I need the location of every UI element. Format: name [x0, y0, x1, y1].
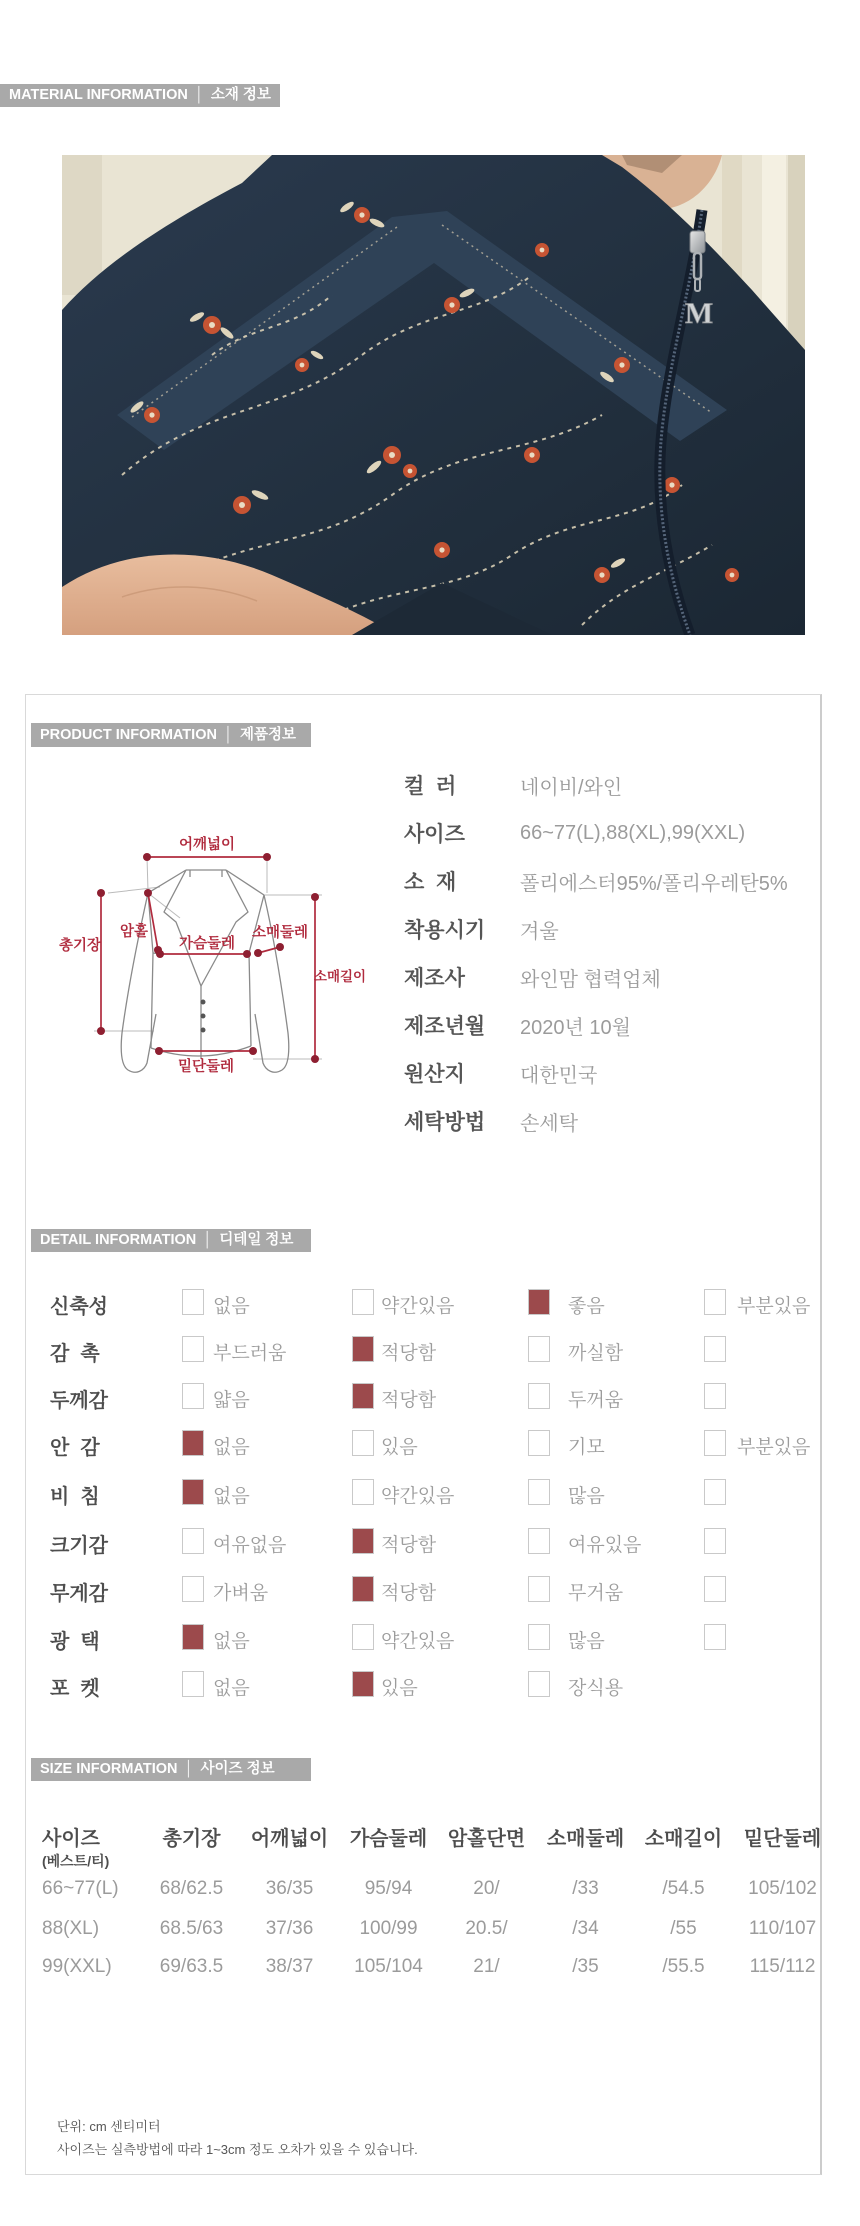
- product-info-value: 66~77(L),88(XL),99(XXL): [520, 821, 746, 844]
- option-label: 두꺼움: [568, 1390, 624, 1411]
- size-cell: 115/112: [749, 1956, 816, 1977]
- checkbox: [704, 1576, 726, 1602]
- product-info-row: [404, 820, 745, 846]
- checkbox: [704, 1383, 726, 1409]
- detail-row-label: 두께감: [50, 1390, 108, 1412]
- size-cell: 68.5/63: [159, 1918, 224, 1939]
- header-ko: 소재 정보: [210, 87, 271, 103]
- detail-row-label: 비 침: [50, 1486, 100, 1508]
- size-cell: 88(XL): [42, 1918, 100, 1939]
- checkbox: [352, 1383, 374, 1409]
- option-label: 있음: [381, 1678, 418, 1699]
- detail-row: [0, 1430, 860, 1458]
- product-info-row: [404, 1060, 597, 1086]
- checkbox: [528, 1528, 550, 1554]
- size-cell: /55: [670, 1918, 697, 1939]
- size-cell: 105/102: [748, 1878, 817, 1899]
- checkbox: [182, 1289, 204, 1315]
- option-label: 없음: [213, 1296, 250, 1317]
- option-label: 부드러움: [213, 1343, 287, 1364]
- detail-row-label: 무게감: [50, 1583, 108, 1605]
- checkbox: [352, 1430, 374, 1456]
- diagram-label-hem: 밑단둘레: [177, 1059, 235, 1075]
- detail-row: [0, 1624, 860, 1652]
- product-info-row: [404, 772, 622, 798]
- option-label: 여유없음: [213, 1535, 287, 1556]
- detail-row-label: 감 촉: [50, 1343, 100, 1365]
- size-col-header: 밑단둘레: [743, 1828, 822, 1850]
- product-info-value: 2020년 10월: [520, 1016, 631, 1039]
- product-info-label: 컬 러: [404, 775, 457, 798]
- checkbox: [704, 1479, 726, 1505]
- checkbox: [182, 1479, 204, 1505]
- size-cell: /35: [572, 1956, 599, 1977]
- product-info-value: 겨울: [520, 920, 559, 943]
- size-col-header: 소매길이: [644, 1828, 723, 1850]
- product-info-value: 손세탁: [520, 1112, 578, 1135]
- checkbox: [528, 1430, 550, 1456]
- option-label: 약간있음: [381, 1296, 455, 1317]
- material-information-header: [0, 84, 280, 107]
- product-photo: [62, 155, 805, 635]
- detail-information-header: [31, 1229, 311, 1252]
- size-cell: 21/: [473, 1956, 500, 1977]
- checkbox: [182, 1430, 204, 1456]
- size-table-row: [0, 1916, 860, 1942]
- checkbox: [528, 1576, 550, 1602]
- header-divider: │: [223, 727, 234, 743]
- size-cell: 105/104: [354, 1956, 423, 1977]
- size-cell: 66~77(L): [42, 1878, 119, 1899]
- size-col-header: 암홀단면: [447, 1828, 526, 1850]
- detail-row: [0, 1671, 860, 1699]
- size-cell: /54.5: [662, 1878, 705, 1899]
- product-info-label: 착용시기: [404, 919, 486, 942]
- diagram-label-shoulder: 어깨넓이: [178, 837, 236, 853]
- header-divider: │: [184, 1761, 194, 1777]
- option-label: 적당함: [381, 1343, 437, 1364]
- diagram-label-armhole: 암홀: [119, 924, 149, 940]
- diagram-label-chest: 가슴둘레: [178, 936, 236, 952]
- checkbox: [352, 1289, 374, 1315]
- size-cell: 69/63.5: [159, 1956, 224, 1977]
- checkbox: [528, 1336, 550, 1362]
- detail-row-label: 신축성: [50, 1296, 108, 1318]
- option-label: 많음: [568, 1486, 605, 1507]
- option-label: 좋음: [568, 1296, 605, 1317]
- product-info-row: [404, 916, 559, 942]
- product-info-value: 대한민국: [520, 1064, 598, 1087]
- size-col-header: 가슴둘레: [349, 1828, 428, 1850]
- product-information-header: [31, 723, 311, 747]
- size-cell: 20.5/: [465, 1918, 508, 1939]
- checkbox: [528, 1671, 550, 1697]
- header-divider: │: [194, 87, 204, 103]
- size-cell: 95/94: [364, 1878, 413, 1899]
- option-label: 부분있음: [737, 1437, 811, 1458]
- checkbox: [352, 1576, 374, 1602]
- option-label: 많음: [568, 1631, 605, 1652]
- size-cell: 100/99: [359, 1918, 418, 1939]
- option-label: 약간있음: [381, 1486, 455, 1507]
- detail-row: [0, 1383, 860, 1411]
- option-label: 적당함: [381, 1535, 437, 1556]
- option-label: 적당함: [381, 1390, 437, 1411]
- option-label: 적당함: [381, 1583, 437, 1604]
- checkbox: [528, 1624, 550, 1650]
- checkbox: [352, 1479, 374, 1505]
- option-label: 약간있음: [381, 1631, 455, 1652]
- product-info-row: [404, 964, 661, 990]
- size-table-row: [0, 1876, 860, 1902]
- option-label: 까실함: [568, 1343, 624, 1364]
- detail-row-label: 포 켓: [50, 1678, 100, 1700]
- header-en: PRODUCT INFORMATION: [40, 727, 217, 743]
- tolerance-note: 사이즈는 실측방법에 따라 1~3cm 정도 오차가 있을 수 있습니다.: [57, 2142, 418, 2157]
- detail-row-label: 크기감: [50, 1535, 108, 1557]
- diagram-label-sleeve-length: 소매길이: [313, 969, 367, 984]
- option-label: 기모: [568, 1437, 605, 1458]
- detail-row: [0, 1289, 860, 1317]
- checkbox: [182, 1671, 204, 1697]
- size-cell: /34: [572, 1918, 599, 1939]
- checkbox: [352, 1671, 374, 1697]
- detail-row: [0, 1528, 860, 1556]
- checkbox: [704, 1430, 726, 1456]
- svg-text:M: M: [684, 297, 714, 330]
- header-en: MATERIAL INFORMATION: [9, 87, 188, 103]
- unit-note: 단위: cm 센티미터: [57, 2119, 161, 2134]
- size-sub-label: (베스트/티): [42, 1853, 110, 1869]
- size-col-header: 어깨넓이: [250, 1828, 329, 1850]
- product-info-row: [404, 868, 788, 894]
- option-label: 가벼움: [213, 1583, 269, 1604]
- checkbox: [182, 1624, 204, 1650]
- diagram-label-total-length: 총기장: [58, 938, 102, 954]
- size-cell: 38/37: [265, 1956, 314, 1977]
- option-label: 얇음: [213, 1390, 250, 1411]
- option-label: 없음: [213, 1631, 250, 1652]
- size-cell: 99(XXL): [42, 1956, 112, 1977]
- measurement-diagram: [50, 818, 370, 1118]
- option-label: 부분있음: [737, 1296, 811, 1317]
- size-information-header: [31, 1758, 311, 1781]
- size-col-header: 사이즈: [42, 1828, 100, 1850]
- size-table-header-row: [0, 1826, 860, 1852]
- checkbox: [352, 1528, 374, 1554]
- product-info-row: [404, 1012, 631, 1038]
- checkbox: [704, 1528, 726, 1554]
- checkbox: [182, 1336, 204, 1362]
- checkbox: [182, 1528, 204, 1554]
- option-label: 여유있음: [568, 1535, 642, 1556]
- detail-row-label: 안 감: [50, 1437, 100, 1459]
- detail-row-label: 광 택: [50, 1631, 100, 1653]
- product-info-label: 소 재: [404, 871, 457, 894]
- detail-row: [0, 1576, 860, 1604]
- product-info-value: 폴리에스터95%/폴리우레탄5%: [520, 872, 788, 895]
- checkbox: [528, 1383, 550, 1409]
- header-ko: 제품정보: [240, 727, 297, 743]
- diagram-label-sleeve-circumference: 소매둘레: [251, 925, 309, 941]
- header-en: SIZE INFORMATION: [40, 1761, 178, 1777]
- detail-row: [0, 1479, 860, 1507]
- product-info-label: 제조사: [404, 967, 465, 990]
- size-cell: /33: [572, 1878, 599, 1899]
- product-info-value: 네이비/와인: [520, 776, 623, 799]
- size-cell: 110/107: [748, 1918, 817, 1939]
- option-label: 없음: [213, 1678, 250, 1699]
- checkbox: [704, 1624, 726, 1650]
- checkbox: [352, 1624, 374, 1650]
- size-table-row: [0, 1954, 860, 1980]
- header-divider: │: [203, 1232, 213, 1248]
- checkbox: [528, 1289, 550, 1315]
- product-info-label: 세탁방법: [404, 1111, 486, 1134]
- detail-row: [0, 1336, 860, 1364]
- header-ko: 사이즈 정보: [200, 1761, 275, 1777]
- size-cell: /55.5: [662, 1956, 705, 1977]
- checkbox: [528, 1479, 550, 1505]
- option-label: 무거움: [568, 1583, 624, 1604]
- size-cell: 37/36: [265, 1918, 314, 1939]
- size-cell: 20/: [473, 1878, 500, 1899]
- product-info-label: 원산지: [404, 1063, 465, 1086]
- checkbox: [704, 1289, 726, 1315]
- option-label: 없음: [213, 1437, 250, 1458]
- size-cell: 36/35: [265, 1878, 314, 1899]
- option-label: 있음: [381, 1437, 418, 1458]
- option-label: 장식용: [568, 1678, 624, 1699]
- size-cell: 68/62.5: [159, 1878, 224, 1899]
- option-label: 없음: [213, 1486, 250, 1507]
- size-col-header: 소매둘레: [546, 1828, 625, 1850]
- checkbox: [182, 1576, 204, 1602]
- product-info-label: 제조년월: [404, 1015, 486, 1038]
- checkbox: [182, 1383, 204, 1409]
- header-ko: 디테일 정보: [219, 1232, 294, 1248]
- product-photo-illustration: [62, 155, 805, 635]
- checkbox: [704, 1336, 726, 1362]
- product-info-value: 와인맘 협력업체: [520, 968, 661, 991]
- product-info-label: 사이즈: [404, 823, 465, 846]
- product-info-row: [404, 1108, 578, 1134]
- header-en: DETAIL INFORMATION: [40, 1232, 197, 1248]
- checkbox: [352, 1336, 374, 1362]
- size-col-header: 총기장: [162, 1828, 221, 1850]
